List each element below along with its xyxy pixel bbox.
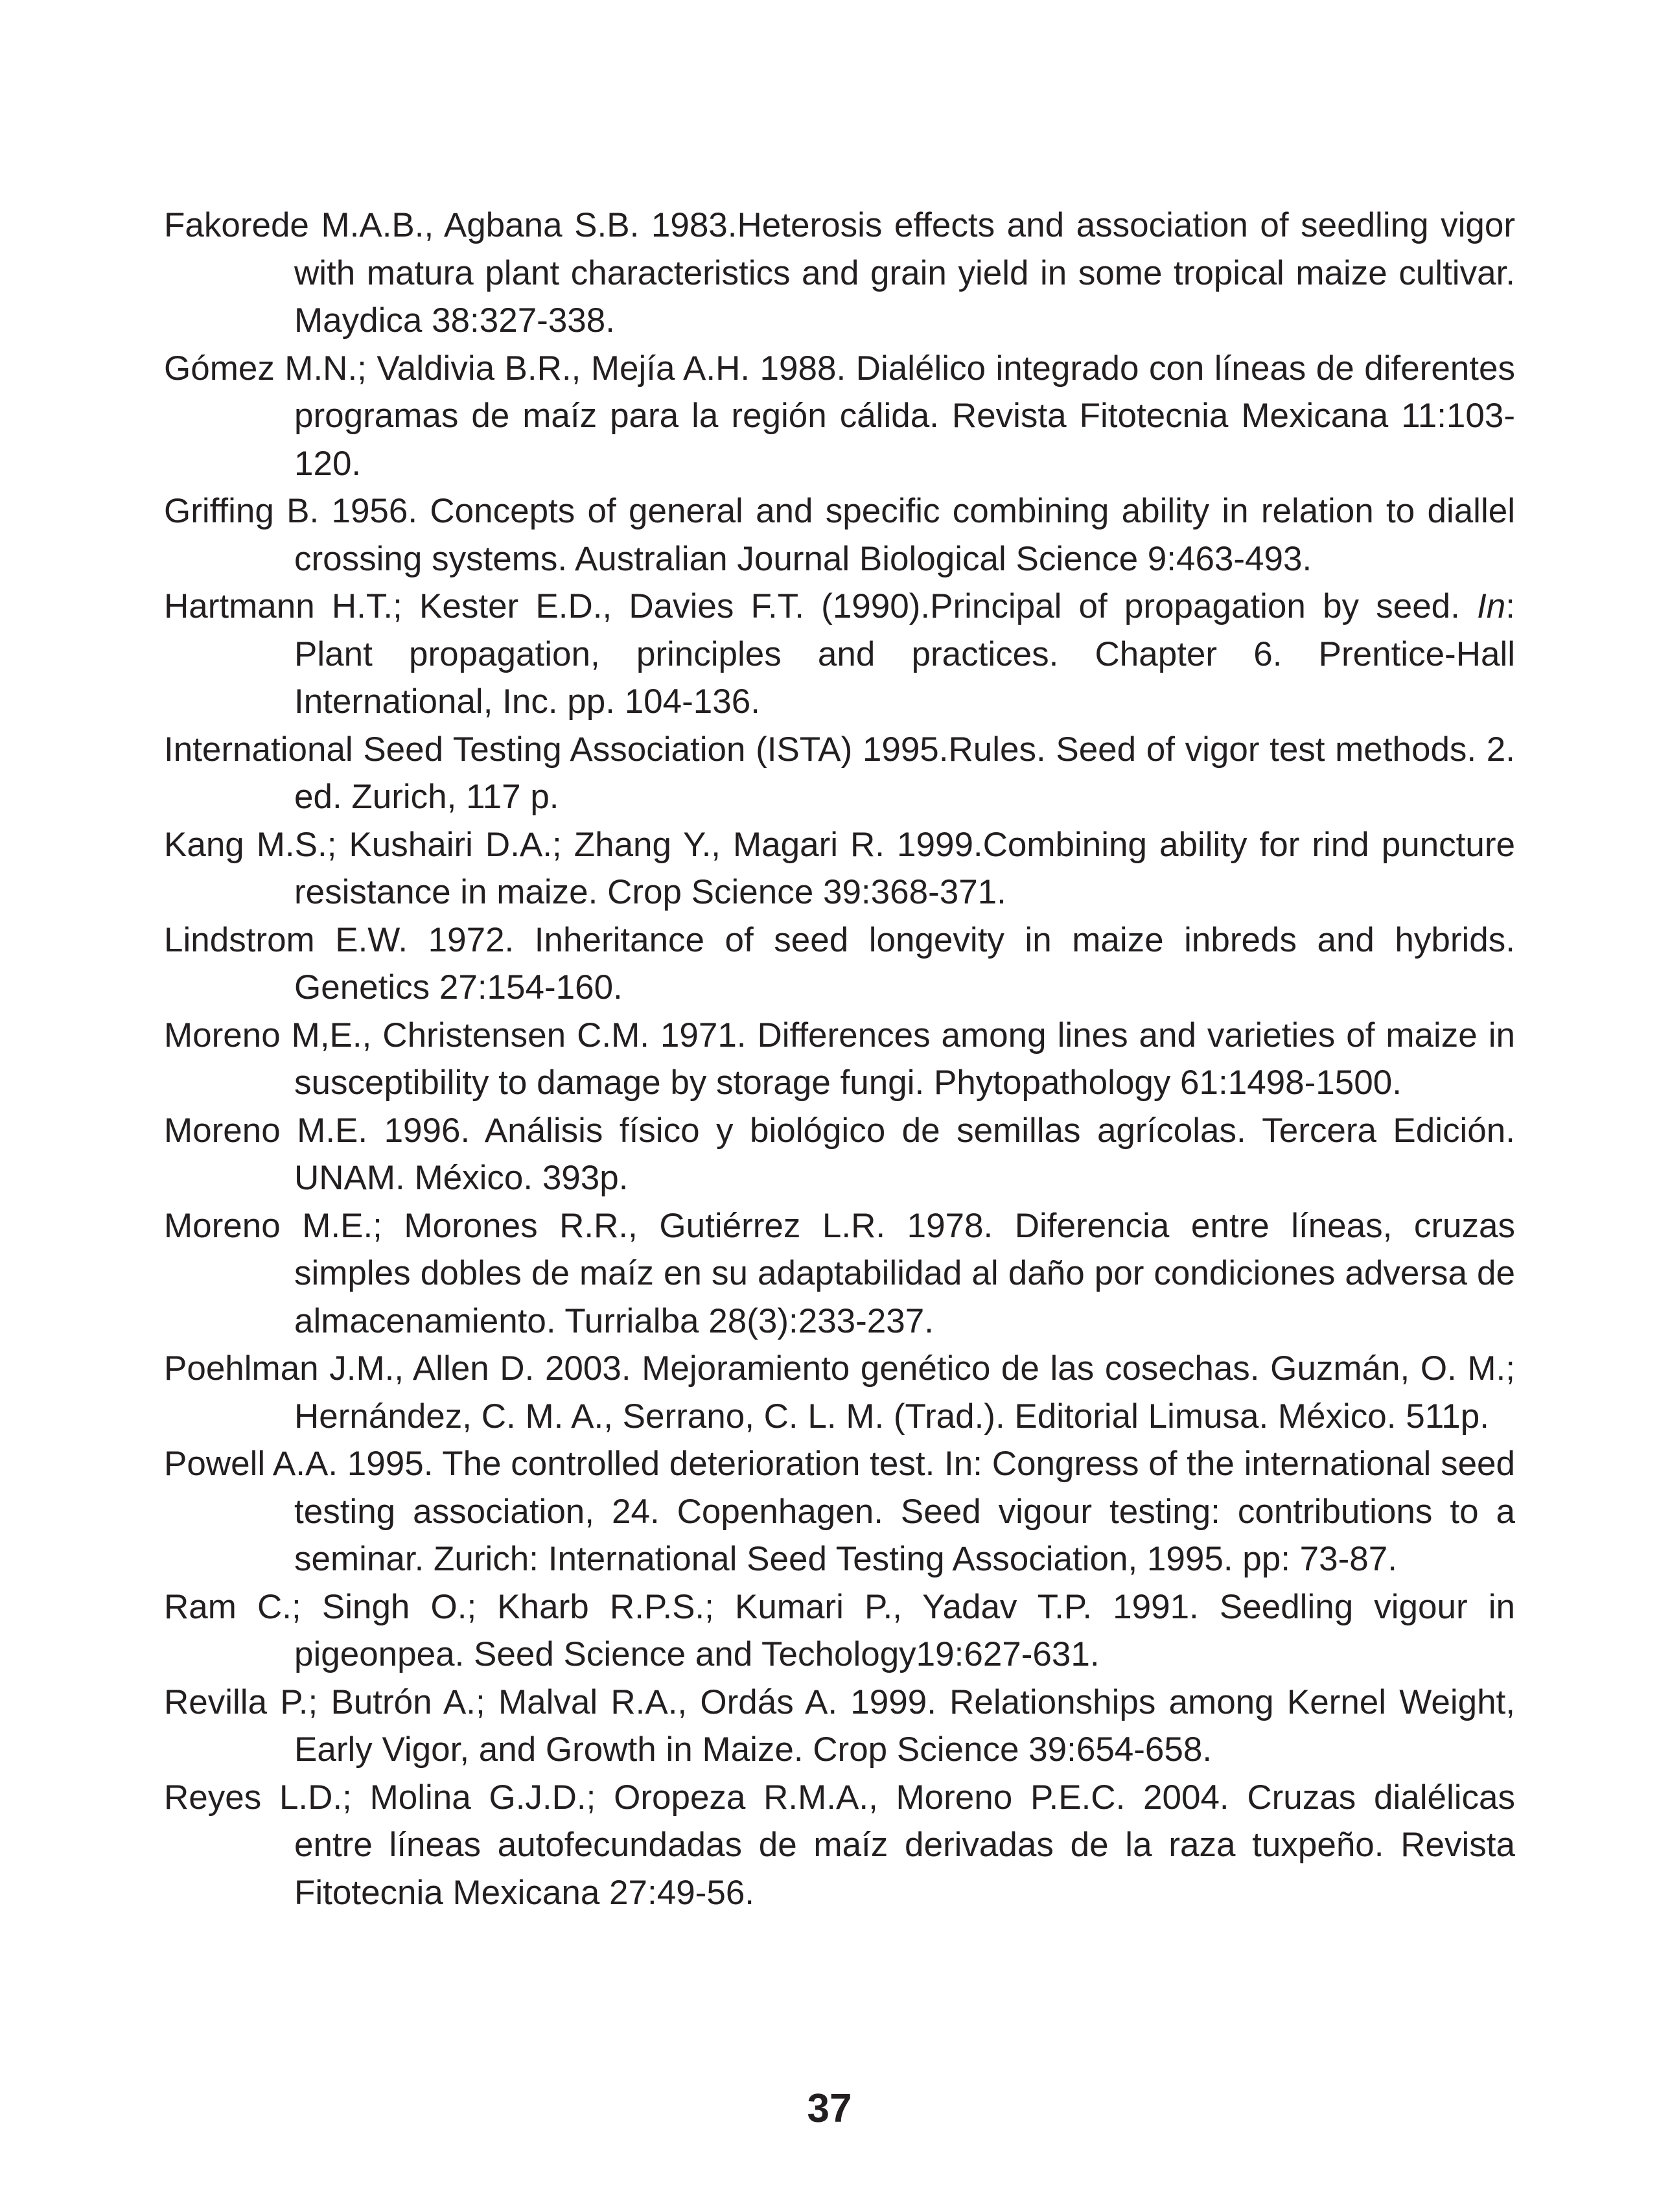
reference-entry: Powell A.A. 1995. The controlled deterioration test. In: Congress of the international seed testing association, 24. Copenhagen. Seed vigour testing: contributions to a seminar. Zurich: International Seed Testing Association, 1995. pp: 73-87. xyxy=(164,1445,1515,1578)
reference-entry: Ram C.; Singh O.; Kharb R.P.S.; Kumari P., Yadav T.P. 1991. Seedling vigour in pigeonpea. Seed Science and Techology19:627-631. xyxy=(164,1587,1515,1673)
reference-text: Hartmann H.T.; Kester E.D., Davies F.T. (1990).Principal of propagation by seed. xyxy=(164,587,1478,625)
reference-entry: Reyes L.D.; Molina G.J.D.; Oropeza R.M.A., Moreno P.E.C. 2004. Cruzas dialélicas entre líneas autofecundadas de maíz derivadas de la raza tuxpeño. Revista Fitotecnia Mexicana 27:49-56. xyxy=(164,1778,1515,1912)
reference-entry: Moreno M.E.; Morones R.R., Gutiérrez L.R. 1978. Diferencia entre líneas, cruzas simples dobles de maíz en su adaptabilidad al daño por condiciones adversa de almacenamiento. Turrialba 28(3):233-237. xyxy=(164,1206,1515,1340)
reference-entry: Gómez M.N.; Valdivia B.R., Mejía A.H. 1988. Dialélico integrado con líneas de diferentes programas de maíz para la región cálida. Revista Fitotecnia Mexicana 11:103-120. xyxy=(164,349,1515,483)
reference-text: : Plant propagation, principles and practices. Chapter 6. Prentice-Hall International, Inc. pp. 104-136. xyxy=(294,587,1515,721)
page-number: 37 xyxy=(807,2086,852,2131)
reference-entry: Kang M.S.; Kushairi D.A.; Zhang Y., Magari R. 1999.Combining ability for rind puncture resistance in maize. Crop Science 39:368-371. xyxy=(164,825,1515,911)
reference-entry xyxy=(164,583,1515,726)
reference-entry: Fakorede M.A.B., Agbana S.B. 1983.Heterosis effects and association of seedling vigor with matura plant characteristics and grain yield in some tropical maize cultivar. Maydica 38:327-338. xyxy=(164,206,1515,340)
reference-italic-text: In xyxy=(1477,587,1506,625)
reference-entry: Moreno M,E., Christensen C.M. 1971. Differences among lines and varieties of maize in susceptibility to damage by storage fungi. Phytopathology 61:1498-1500. xyxy=(164,1016,1515,1102)
reference-entry: Moreno M.E. 1996. Análisis físico y biológico de semillas agrícolas. Tercera Edición. UNAM. México. 393p. xyxy=(164,1111,1515,1197)
reference-entry: Griffing B. 1956. Concepts of general and specific combining ability in relation to diallel crossing systems. Australian Journal Biological Science 9:463-493. xyxy=(164,492,1515,578)
reference-entry: Poehlman J.M., Allen D. 2003. Mejoramiento genético de las cosechas. Guzmán, O. M.; Hernández, C. M. A., Serrano, C. L. M. (Trad.). Editorial Limusa. México. 511p. xyxy=(164,1349,1515,1436)
reference-entry: International Seed Testing Association (ISTA) 1995.Rules. Seed of vigor test methods. 2. ed. Zurich, 117 p. xyxy=(164,730,1515,816)
reference-list xyxy=(164,202,1515,1916)
reference-entry: Lindstrom E.W. 1972. Inheritance of seed longevity in maize inbreds and hybrids. Genetics 27:154-160. xyxy=(164,920,1515,1007)
reference-entry: Revilla P.; Butrón A.; Malval R.A., Ordás A. 1999. Relationships among Kernel Weight, Early Vigor, and Growth in Maize. Crop Science 39:654-658. xyxy=(164,1682,1515,1769)
